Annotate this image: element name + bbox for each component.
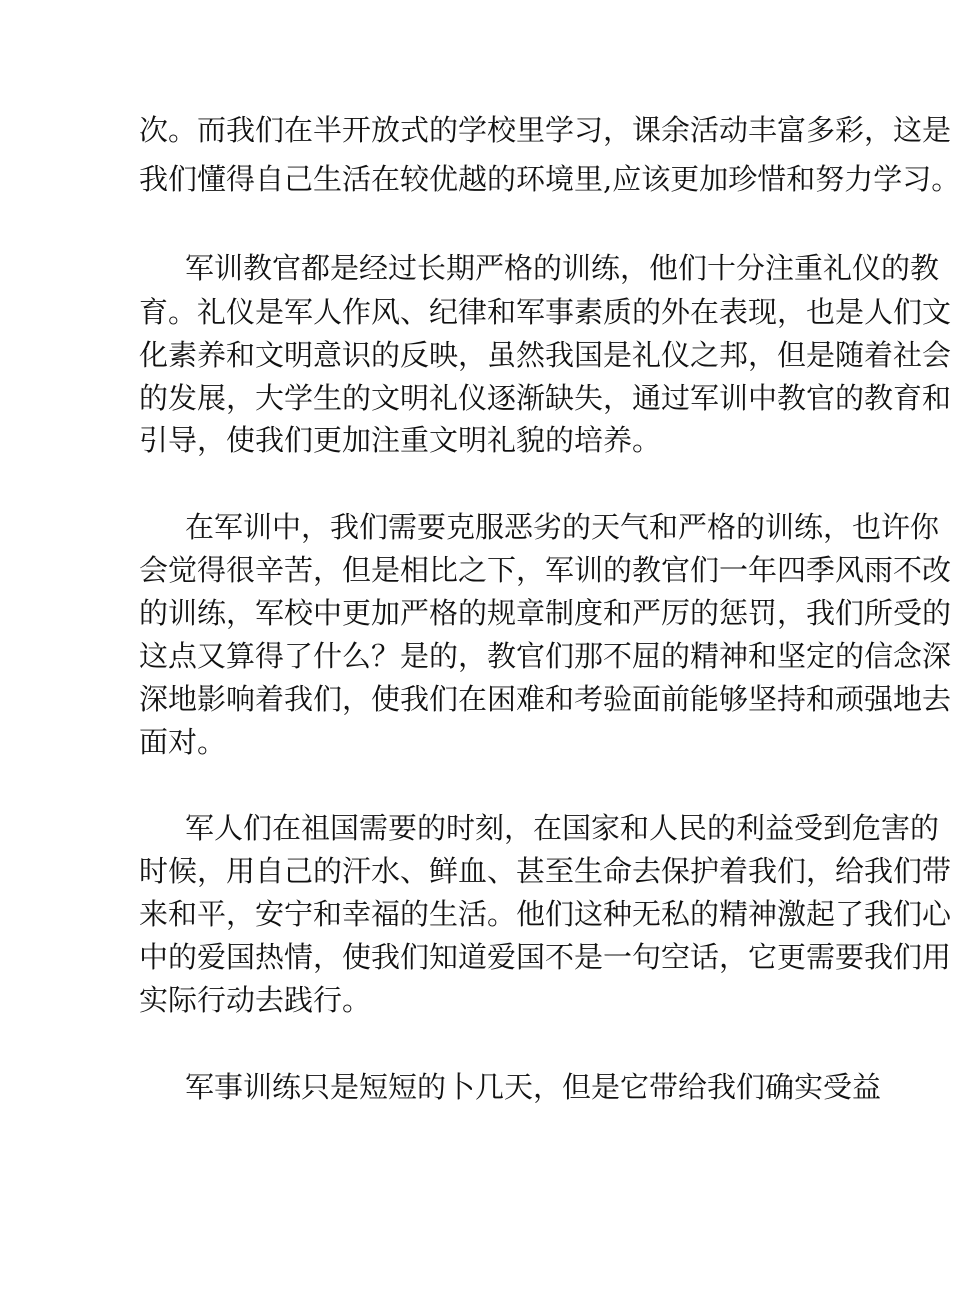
paragraph-5-line-1: 军事训练只是短短的卜几天，但是它带给我们确实受益 <box>185 1070 882 1104</box>
paragraph-3-line-5: 深地影响着我们，使我们在困难和考验面前能够坚持和顽强地去 <box>139 682 952 716</box>
paragraph-3-line-2: 会觉得很辛苦，但是相比之下，军训的教官们一年四季风雨不改 <box>139 553 952 587</box>
paragraph-4-line-2: 时候，用自己的汗水、鲜血、甚至生命去保护着我们，给我们带 <box>139 854 952 888</box>
paragraph-1-line-1: 次。而我们在半开放式的学校里学习，课余活动丰富多彩，这是 <box>139 113 952 147</box>
paragraph-1-line-2: 我们懂得自己生活在较优越的环境里,应该更加珍惜和努力学习。 <box>139 162 960 196</box>
paragraph-2-line-5: 引导，使我们更加注重文明礼貌的培养。 <box>139 423 662 457</box>
paragraph-3-line-6: 面对。 <box>139 725 227 759</box>
paragraph-4-line-4: 中的爱国热情，使我们知道爱国不是一句空话，它更需要我们用 <box>139 940 952 974</box>
paragraph-2-line-2: 育。礼仪是军人作风、纪律和军事素质的外在表现，也是人们文 <box>139 295 952 329</box>
paragraph-2-line-4: 的发展，大学生的文明礼仪逐渐缺失，通过军训中教官的教育和 <box>139 381 952 415</box>
paragraph-3-line-4: 这点又算得了什么？是的，教官们那不屈的精神和坚定的信念深 <box>139 639 952 673</box>
paragraph-2-line-3: 化素养和文明意识的反映，虽然我国是礼仪之邦，但是随着社会 <box>139 338 952 372</box>
paragraph-2-line-1: 军训教官都是经过长期严格的训练，他们十分注重礼仪的教 <box>185 251 940 285</box>
paragraph-4-line-3: 来和平，安宁和幸福的生活。他们这种无私的精神激起了我们心 <box>139 897 952 931</box>
paragraph-4-line-1: 军人们在祖国需要的时刻，在国家和人民的利益受到危害的 <box>185 811 940 845</box>
paragraph-4-line-5: 实际行动去践行。 <box>139 983 372 1017</box>
paragraph-3-line-1: 在军训中，我们需要克服恶劣的天气和严格的训练，也许你 <box>185 510 940 544</box>
paragraph-3-line-3: 的训练，军校中更加严格的规章制度和严厉的惩罚，我们所受的 <box>139 596 952 630</box>
